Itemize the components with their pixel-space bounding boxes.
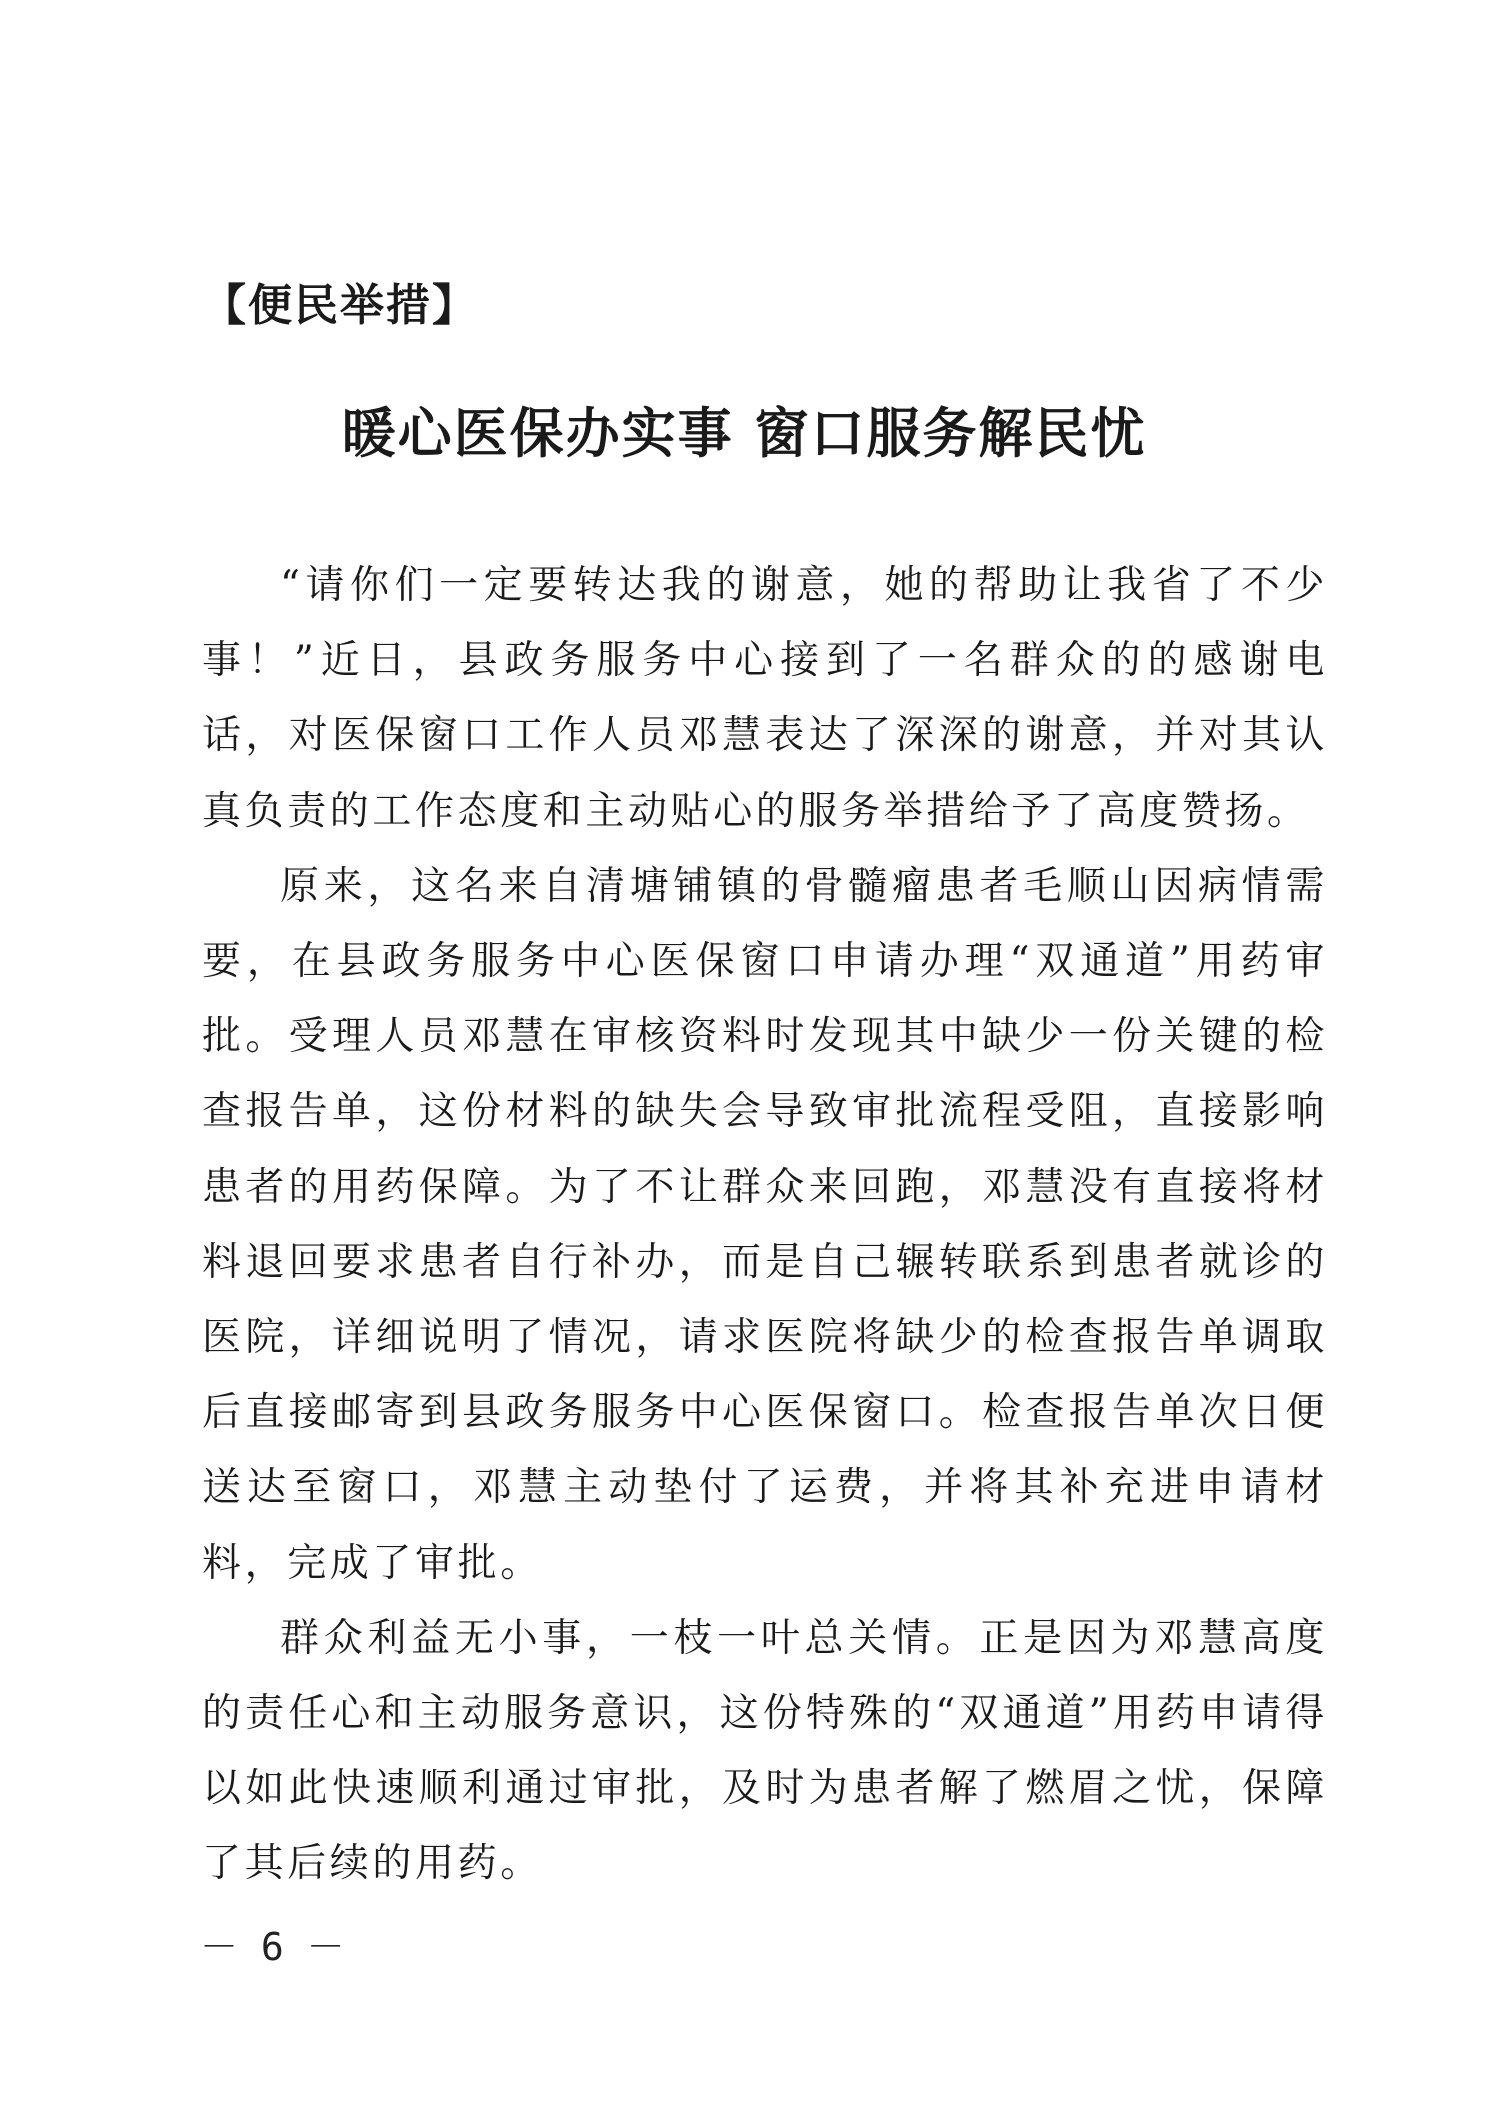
article-title: 暖心医保办实事 窗口服务解民忧 [341, 401, 1147, 465]
section-tag: 【便民举措】 [202, 280, 478, 331]
paragraph-2: 原来，这名来自清塘铺镇的骨髓瘤患者毛顺山因病情需要，在县政务服务中心医保窗口申请办理“双通道”用药审批。受理人员邓慧在审核资料时发现其中缺少一份关键的检查报告单，这份材料的缺失会导致审批流程受阻，直接影响患者的用药保障。为了不让群众来回跑，邓慧没有直接将材料退回要求患者自行补办，而是自己辗转联系到患者就诊的医院，详细说明了情况，请求医院将缺少的检查报告单调取后直接邮寄到县政务服务中心医保窗口。检查报告单次日便送达至窗口，邓慧主动垫付了运费，并将其补充进申请材料，完成了审批。 [202, 863, 1328, 1586]
page-number: － 6 － [200, 1925, 345, 1969]
paragraph-3: 群众利益无小事，一枝一叶总关情。正是因为邓慧高度的责任心和主动服务意识，这份特殊的“双通道”用药申请得以如此快速顺利通过审批，及时为患者解了燃眉之忧，保障了其后续的用药。 [202, 1615, 1328, 1887]
paragraph-1: “请你们一定要转达我的谢意，她的帮助让我省了不少事！”近日，县政务服务中心接到了一名群众的的感谢电话，对医保窗口工作人员邓慧表达了深深的谢意，并对其认真负责的工作态度和主动贴心的服务举措给予了高度赞扬。 [202, 563, 1328, 834]
article-body [202, 548, 1328, 1902]
